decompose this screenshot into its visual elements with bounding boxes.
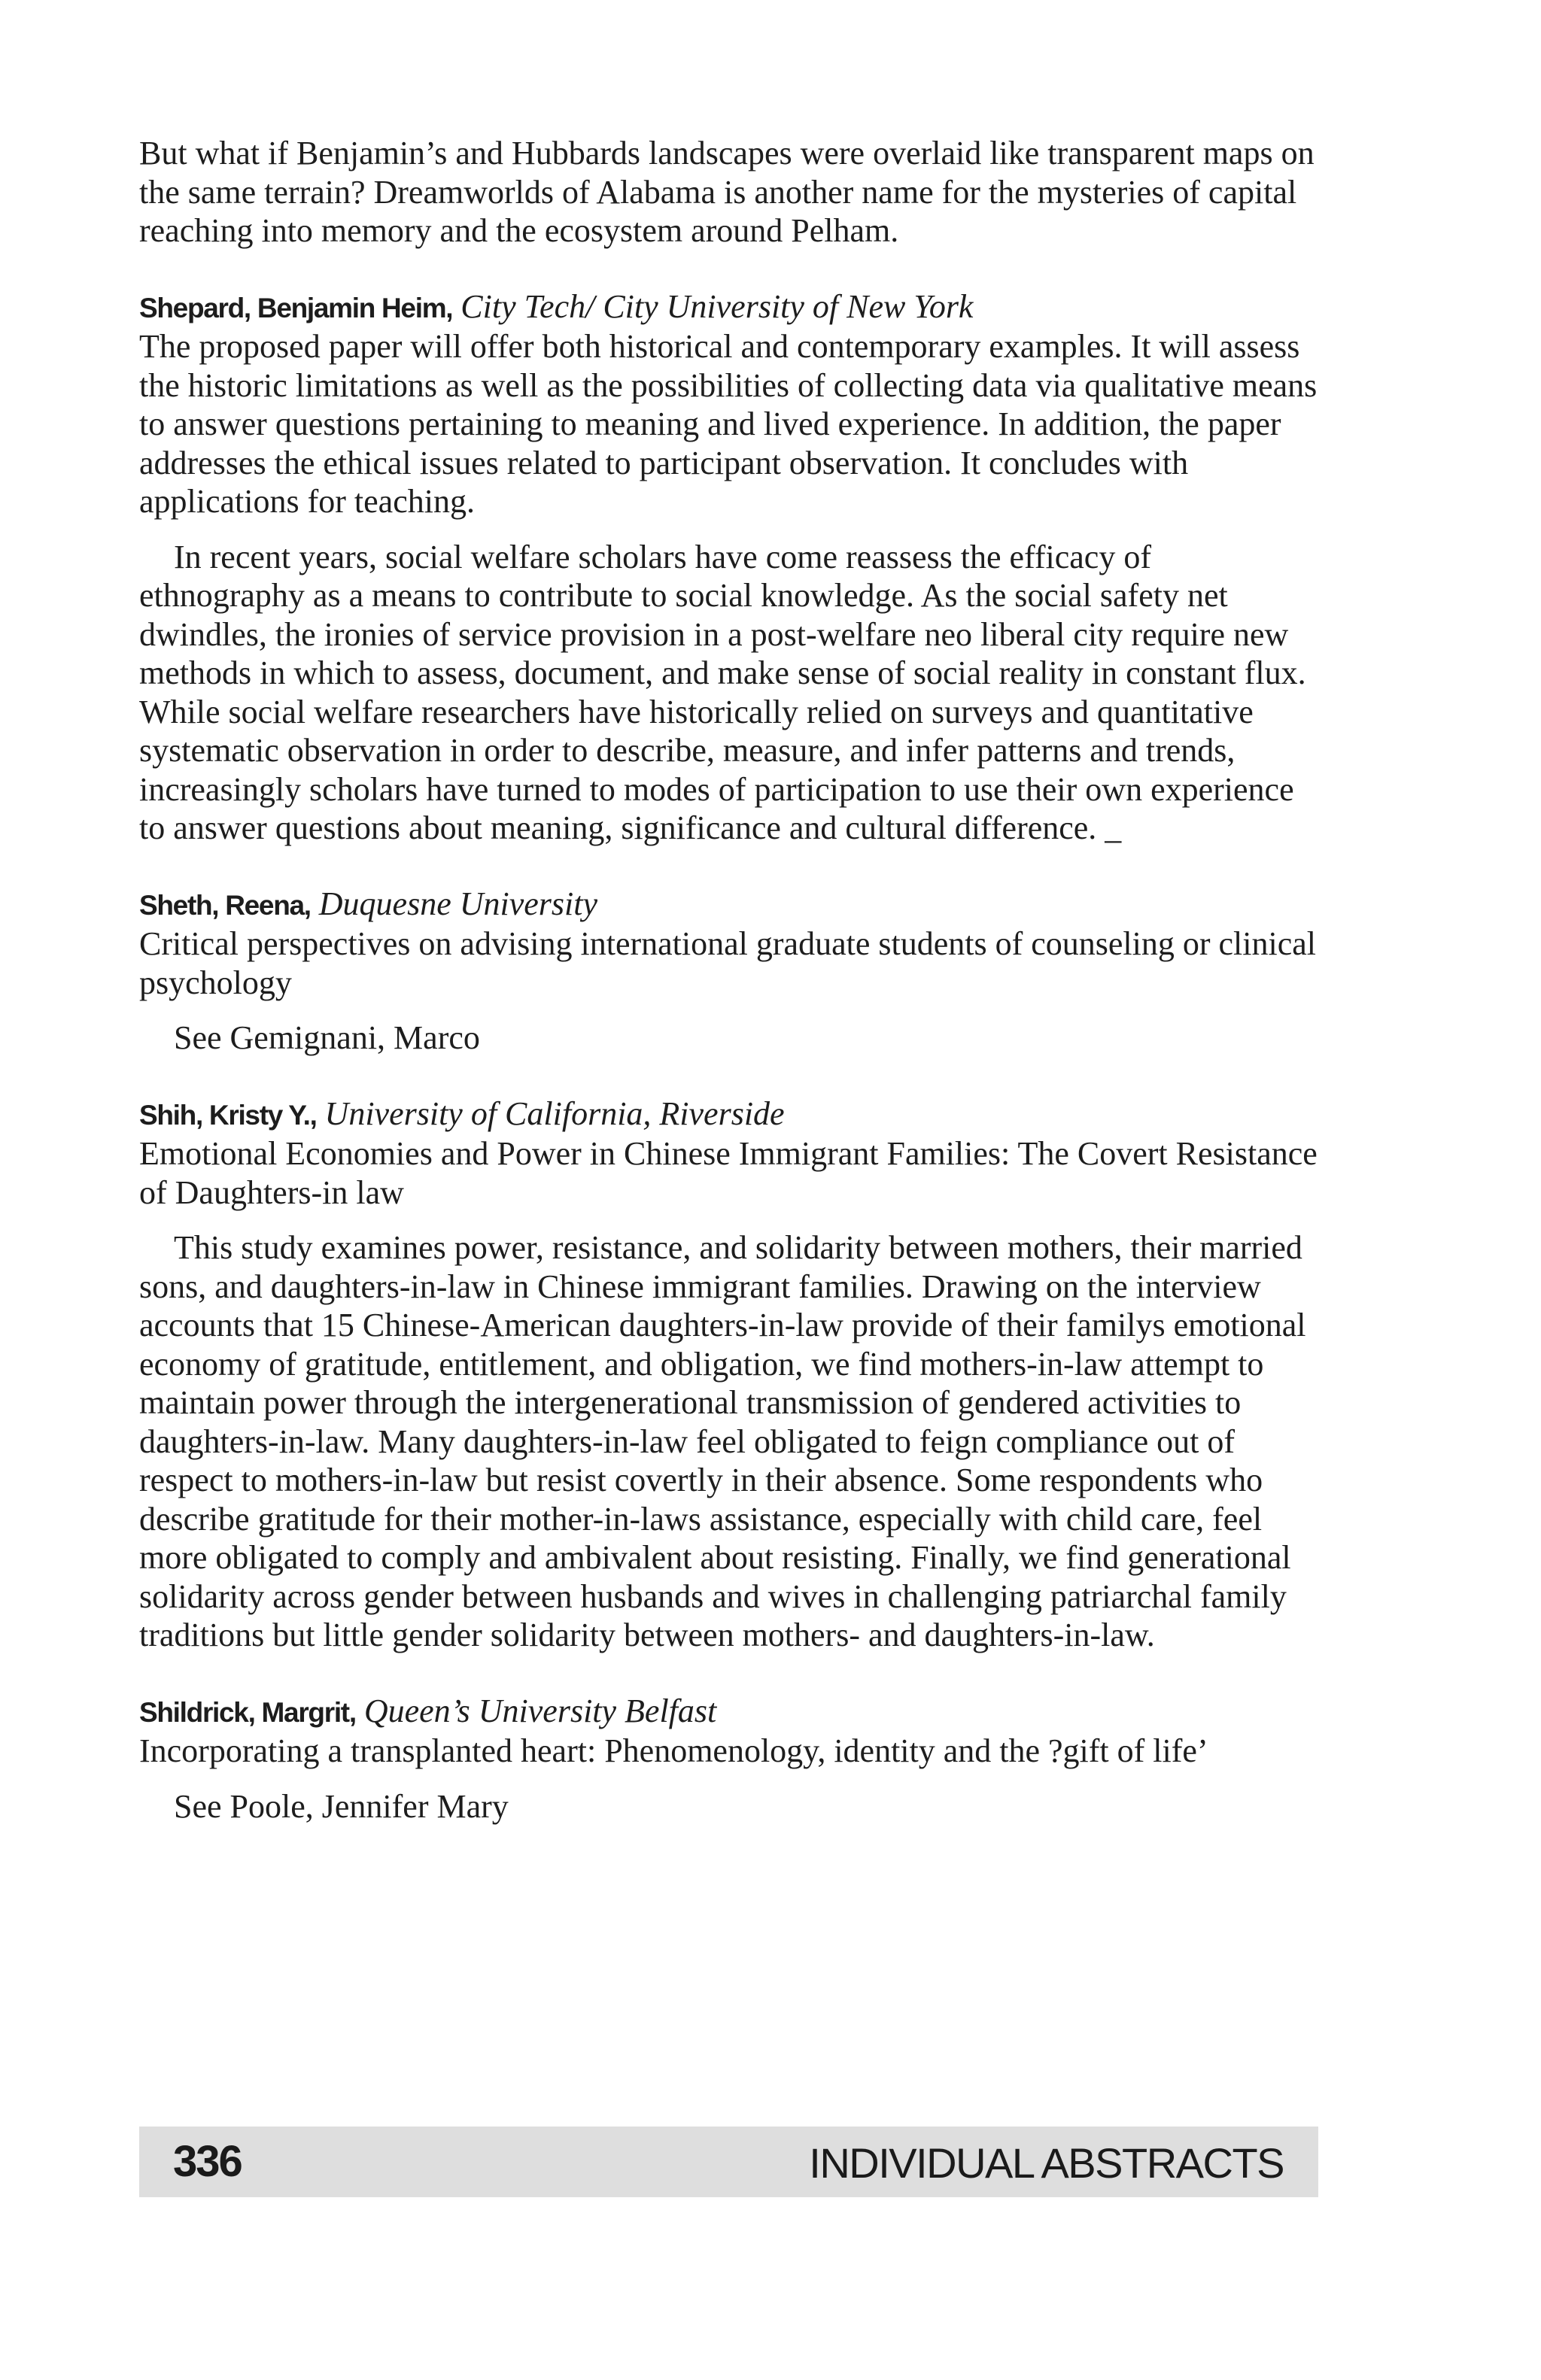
cross-reference: See Gemignani, Marco: [174, 1019, 480, 1056]
author-name: Shildrick, Margrit,: [139, 1696, 356, 1728]
entry-heading: [139, 885, 1324, 925]
entry-heading: [139, 1692, 1324, 1732]
cross-reference: See Poole, Jennifer Mary: [174, 1787, 509, 1825]
author-affiliation: Queen’s University Belfast: [363, 1692, 717, 1729]
page-body: [139, 134, 1324, 1826]
paper-title: Critical perspectives on advising international graduate students of counseling or clinical psychology: [139, 925, 1316, 1001]
author-affiliation: City Tech/ City University of New York: [460, 287, 974, 325]
author-affiliation: Duquesne University: [318, 885, 598, 922]
entry-heading: [139, 1094, 1324, 1135]
section-title: INDIVIDUAL ABSTRACTS: [809, 2139, 1284, 2187]
paper-title: Incorporating a transplanted heart: Phenomenology, identity and the ?gift of life’: [139, 1732, 1208, 1769]
abstract-body: In recent years, social welfare scholars have come reassess the efficacy of ethnography as a means to contribute to social knowledge. As the social safety net dwindles, the ironies of service provision in a post-welfare neo liberal city require new methods in which to assess, document, and make sense of social reality in constant flux. While social welfare researchers have historically relied on surveys and quantitative systematic observation in order to describe, measure, and infer patterns and trends, increasingly scholars have turned to modes of participation to use their own experience to answer questions about meaning, significance and cultural difference. _: [139, 538, 1306, 846]
entry-heading: [139, 287, 1324, 328]
abstract-entry-shih: [139, 1094, 1324, 1655]
abstract-entry-shildrick: [139, 1692, 1324, 1826]
paper-title: Emotional Economies and Power in Chinese Immigrant Families: The Covert Resistance of Daughters-in law: [139, 1135, 1318, 1211]
page-number: 336: [173, 2137, 242, 2186]
author-name: Sheth, Reena,: [139, 889, 311, 921]
abstract-entry-shepard: [139, 287, 1324, 848]
abstract-entry-sheth: [139, 885, 1324, 1058]
page-footer: [139, 2127, 1318, 2197]
author-name: Shepard, Benjamin Heim,: [139, 292, 453, 323]
abstract-summary: The proposed paper will offer both historical and contemporary examples. It will assess the historic limitations as well as the possibilities of collecting data via qualitative means to answer questions pertaining to meaning and lived experience. In addition, the paper addresses the ethical issues related to participant observation. It concludes with applications for teaching.: [139, 328, 1318, 520]
author-affiliation: University of California, Riverside: [324, 1094, 785, 1132]
continued-abstract-text: But what if Benjamin’s and Hubbards landscapes were overlaid like transparent maps on the same terrain? Dreamworlds of Alabama is another name for the mysteries of capital reaching into memory and the ecosystem around Pelham.: [139, 135, 1315, 249]
author-name: Shih, Kristy Y.,: [139, 1099, 317, 1131]
abstract-body: This study examines power, resistance, and solidarity between mothers, their married sons, and daughters-in-law in Chinese immigrant families. Drawing on the interview accounts that 15 Chinese-American daughters-in-law provide of their familys emotional economy of gratitude, entitlement, and obligation, we find mothers-in-law attempt to maintain power through the intergenerational transmission of gendered activities to daughters-in-law. Many daughters-in-law feel obligated to feign compliance out of respect to mothers-in-law but resist covertly in their absence. Some respondents who describe gratitude for their mother-in-laws assistance, especially with child care, feel more obligated to comply and ambivalent about resisting. Finally, we find generational solidarity across gender between husbands and wives in challenging patriarchal family traditions but little gender solidarity between mothers- and daughters-in-law.: [139, 1229, 1306, 1653]
